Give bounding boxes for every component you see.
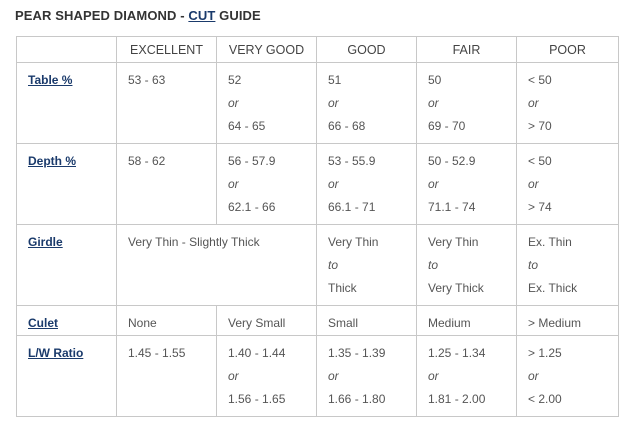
table-row [17,336,619,417]
header-excellent: EXCELLENT [117,37,217,63]
table-cell: 1.45 - 1.55 [117,336,217,417]
table-cell: 51 or 66 - 68 [317,63,417,144]
row-label-culet[interactable]: Culet [28,316,58,330]
table-cell: 58 - 62 [117,144,217,225]
table-cell: Very Small [217,306,317,336]
cut-guide-table [16,36,619,417]
table-cell: 50 or 69 - 70 [417,63,517,144]
row-label-girdle[interactable]: Girdle [28,235,63,249]
table-row [17,306,619,336]
header-empty [17,37,117,63]
table-cell: Ex. Thin to Ex. Thick [517,225,619,306]
table-cell: Very Thin - Slightly Thick [117,225,317,306]
table-cell: 52 or 64 - 65 [217,63,317,144]
table-row [17,63,619,144]
table-cell: None [117,306,217,336]
table-cell: 1.35 - 1.39 or 1.66 - 1.80 [317,336,417,417]
table-cell: > Medium [517,306,619,336]
table-row [17,225,619,306]
row-label-table[interactable]: Table % [28,73,73,87]
table-row [17,144,619,225]
cut-link[interactable]: CUT [188,8,216,23]
table-cell: 53 - 55.9 or 66.1 - 71 [317,144,417,225]
title-prefix: PEAR SHAPED DIAMOND - [15,8,189,23]
table-cell: Very Thin to Thick [317,225,417,306]
table-cell: Medium [417,306,517,336]
table-cell: < 50 or > 74 [517,144,619,225]
row-label-depth[interactable]: Depth % [28,154,76,168]
table-cell: < 50 or > 70 [517,63,619,144]
table-cell: 56 - 57.9 or 62.1 - 66 [217,144,317,225]
page-title [15,8,261,23]
table-cell: 1.40 - 1.44 or 1.56 - 1.65 [217,336,317,417]
title-suffix: GUIDE [215,8,261,23]
header-good: GOOD [317,37,417,63]
header-fair: FAIR [417,37,517,63]
table-cell: 53 - 63 [117,63,217,144]
table-cell: > 1.25 or < 2.00 [517,336,619,417]
table-cell: 50 - 52.9 or 71.1 - 74 [417,144,517,225]
header-poor: POOR [517,37,619,63]
table-cell: Very Thin to Very Thick [417,225,517,306]
header-row [17,37,619,63]
row-label-lw-ratio[interactable]: L/W Ratio [28,346,84,360]
table-cell: 1.25 - 1.34 or 1.81 - 2.00 [417,336,517,417]
table-cell: Small [317,306,417,336]
header-very-good: VERY GOOD [217,37,317,63]
